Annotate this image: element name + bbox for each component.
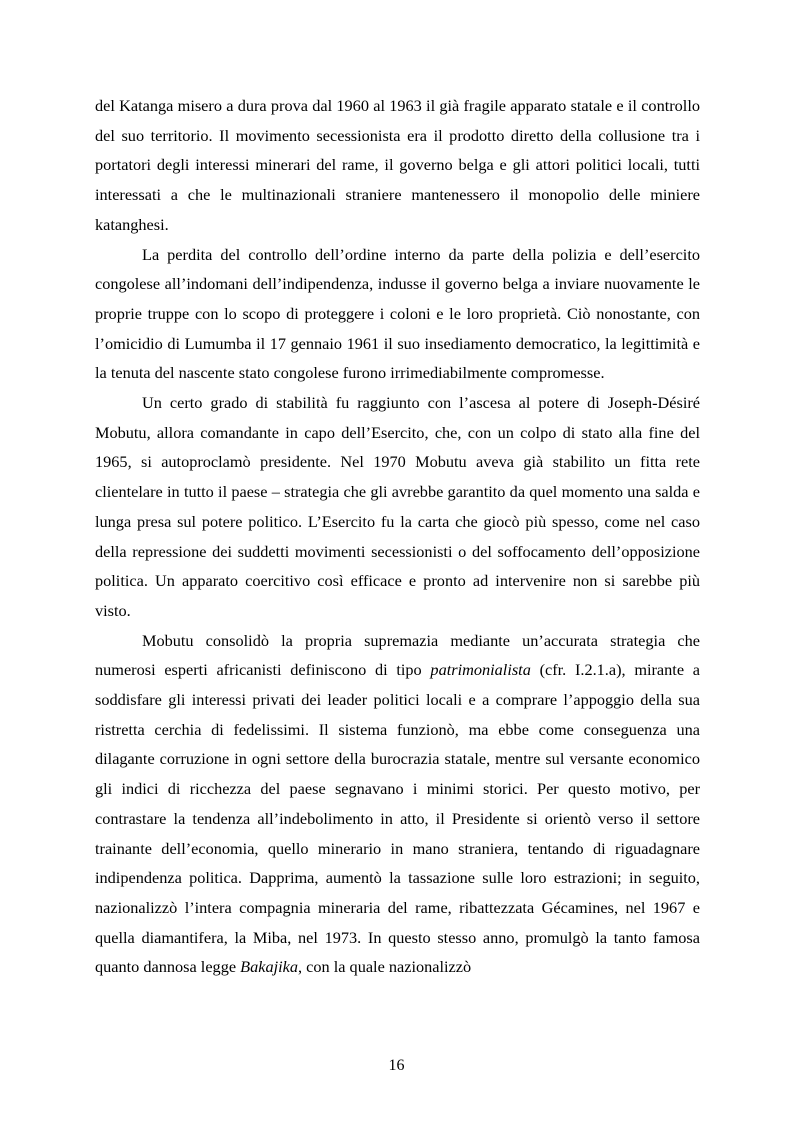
paragraph-katanga-secession: del Katanga misero a dura prova dal 1960 al 1963 il già fragile apparato statale e il controllo del suo territorio. Il movimento secessionista era il prodotto diretto della collusione tra i portatori degli interessi minerari del rame, il governo belga e gli attori politici locali, tutti interessati a che le multinazionali straniere mantenessero il monopolio delle miniere katanghesi. bbox=[95, 96, 700, 234]
paragraph-mobutu-strategy bbox=[95, 626, 700, 982]
italic-term-patrimonialista: patrimonialista bbox=[430, 660, 531, 680]
document-body bbox=[95, 91, 700, 982]
italic-term-bakajika: Bakajika bbox=[240, 957, 299, 977]
paragraph-mobutu-rise: Un certo grado di stabilità fu raggiunto con l’ascesa al potere di Joseph-Désiré Mobutu, allora comandante in capo dell’Esercito, che, con un colpo di stato alla fine del 1965, si autoproclamò presidente. Nel 1970 Mobutu aveva già stabilito un fitta rete clientelare in tutto il paese – strategia che gli avrebbe garantito da quel momento una salda e lunga presa sul potere politico. L’Esercito fu la carta che giocò più spesso, come nel caso della repressione dei suddetti movimenti secessionisti o del soffocamento dell’opposizione politica. Un apparato coercitivo così efficace e pronto ad intervenire non si sarebbe più visto. bbox=[95, 393, 700, 620]
paragraph-text-segment: , con la quale nazionalizzò bbox=[298, 957, 472, 977]
paragraph-text-segment: (cfr. I.2.1.a), mirante a soddisfare gli interessi privati dei leader politici locali e a comprare l’appoggio della sua ristretta cerchia di fedelissimi. Il sistema funzionò, ma ebbe come conseguenza una dilagante corruzione in ogni settore della burocrazia statale, mentre sul versante economico gli indici di ricchezza del paese segnavano i minimi storici. Per questo motivo, per contrastare la tendenza all’indebolimento in atto, il Presidente si orientò verso il settore trainante dell’economia, quello minerario in mano straniera, tentando di riguadagnare indipendenza politica. Dapprima, aumentò la tassazione sulle loro estrazioni; in seguito, nazionalizzò l’intera compagnia mineraria del rame, ribattezzata Gécamines, nel 1967 e quella diamantifera, la Miba, nel 1973. In questo stesso anno, promulgò la tanto famosa quanto dannosa legge bbox=[95, 660, 701, 977]
paragraph-text-segment: Mobutu consolidò la propria supremazia mediante un’accurata strategia che numerosi esperti africanisti definiscono di tipo bbox=[95, 630, 700, 680]
page-number: 16 bbox=[388, 1057, 405, 1074]
paragraph-belgian-troops: La perdita del controllo dell’ordine interno da parte della polizia e dell’esercito congolese all’indomani dell’indipendenza, indusse il governo belga a inviare nuovamente le proprie truppe con lo scopo di proteggere i coloni e le loro proprietà. Ciò nonostante, con l’omicidio di Lumumba il 17 gennaio 1961 il suo insediamento democratico, la legittimità e la tenuta del nascente stato congolese furono irrimediabilmente compromesse. bbox=[95, 244, 700, 383]
